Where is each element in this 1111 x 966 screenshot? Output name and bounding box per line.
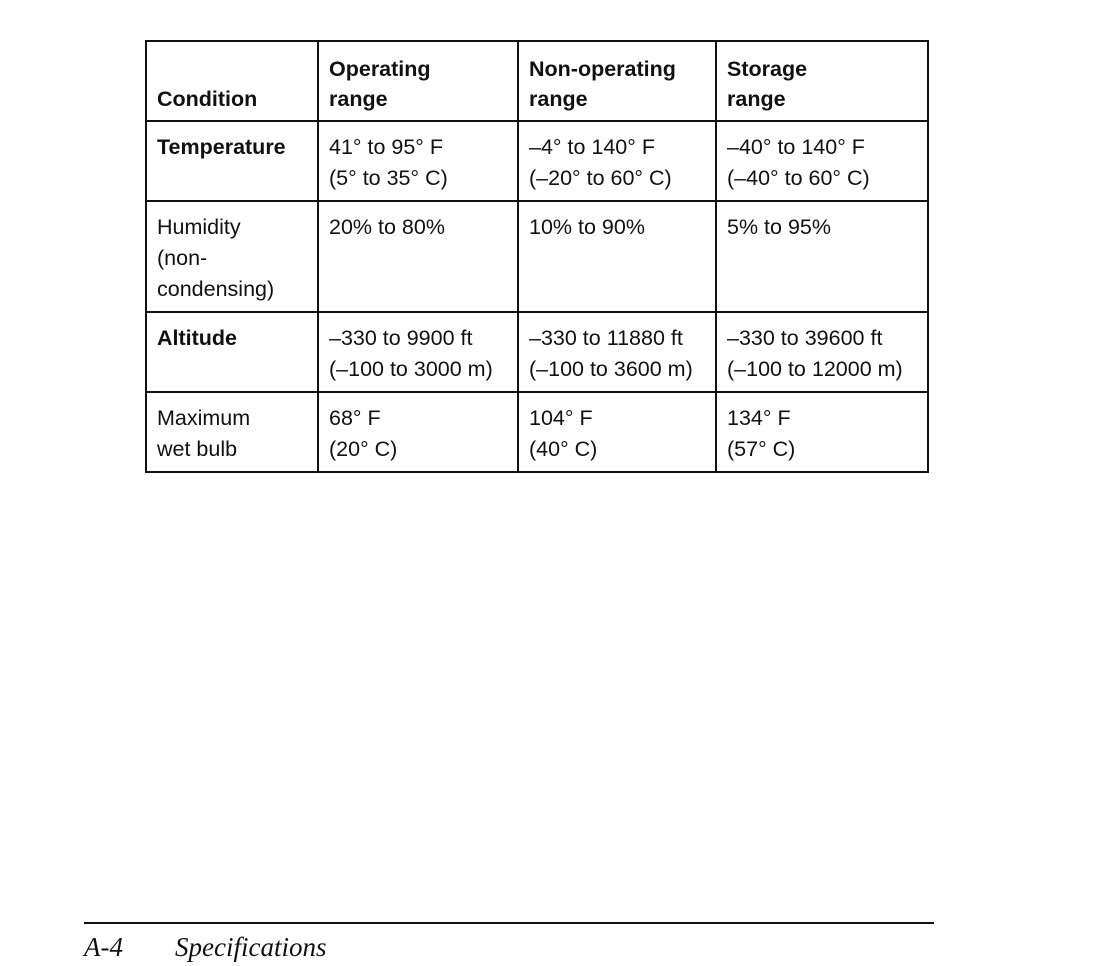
cell-text: (–100 to 3600 m) <box>529 357 693 381</box>
cell-text: wet bulb <box>157 437 238 461</box>
cell-text: –4° to 140° F <box>529 135 655 159</box>
cell-text: Maximum <box>157 406 251 430</box>
header-text: range <box>529 87 588 111</box>
cell-text: 10% to 90% <box>529 215 645 239</box>
specifications-table <box>145 40 929 473</box>
storage-cell <box>716 392 928 472</box>
section-title: Specifications <box>175 932 327 962</box>
cell-text: –40° to 140° F <box>727 135 865 159</box>
header-condition <box>146 41 318 121</box>
header-text: Condition <box>157 87 258 111</box>
footer-divider <box>84 922 934 924</box>
cell-text: –330 to 9900 ft <box>329 326 473 350</box>
header-text: Operating <box>329 57 431 81</box>
header-storage-range <box>716 41 928 121</box>
condition-cell <box>146 201 318 312</box>
cell-text: 104° F <box>529 406 593 430</box>
cell-text: (20° C) <box>329 437 398 461</box>
operating-cell <box>318 392 518 472</box>
cell-text: (5° to 35° C) <box>329 166 448 190</box>
header-text: Storage <box>727 57 808 81</box>
cell-text: Temperature <box>157 135 286 159</box>
storage-cell <box>716 201 928 312</box>
cell-text: (57° C) <box>727 437 796 461</box>
operating-cell <box>318 312 518 392</box>
cell-text: condensing) <box>157 277 275 301</box>
header-text: Non-operating <box>529 57 676 81</box>
cell-text: (40° C) <box>529 437 598 461</box>
table-row-humidity <box>146 201 928 312</box>
header-text: range <box>727 87 786 111</box>
page-number: A-4 <box>84 932 123 962</box>
header-non-operating-range <box>518 41 716 121</box>
cell-text: Altitude <box>157 326 238 350</box>
header-operating-range <box>318 41 518 121</box>
condition-cell <box>146 392 318 472</box>
non-operating-cell <box>518 121 716 201</box>
non-operating-cell <box>518 312 716 392</box>
cell-text: (–20° to 60° C) <box>529 166 672 190</box>
cell-text: (non- <box>157 246 208 270</box>
cell-text: Humidity <box>157 215 241 239</box>
table-row-altitude <box>146 312 928 392</box>
table-row-temperature <box>146 121 928 201</box>
cell-text: 41° to 95° F <box>329 135 444 159</box>
cell-text: –330 to 11880 ft <box>529 326 683 350</box>
cell-text: 5% to 95% <box>727 215 831 239</box>
storage-cell <box>716 312 928 392</box>
header-text: range <box>329 87 388 111</box>
storage-cell <box>716 121 928 201</box>
condition-cell <box>146 312 318 392</box>
non-operating-cell <box>518 392 716 472</box>
cell-text: (–40° to 60° C) <box>727 166 870 190</box>
table-header-row <box>146 41 928 121</box>
cell-text: 68° F <box>329 406 381 430</box>
operating-cell <box>318 201 518 312</box>
cell-text: –330 to 39600 ft <box>727 326 883 350</box>
cell-text: (–100 to 12000 m) <box>727 357 903 381</box>
cell-text: 134° F <box>727 406 791 430</box>
table-row-maximum-wet-bulb <box>146 392 928 472</box>
non-operating-cell <box>518 201 716 312</box>
cell-text: 20% to 80% <box>329 215 445 239</box>
operating-cell <box>318 121 518 201</box>
condition-cell <box>146 121 318 201</box>
cell-text: (–100 to 3000 m) <box>329 357 493 381</box>
